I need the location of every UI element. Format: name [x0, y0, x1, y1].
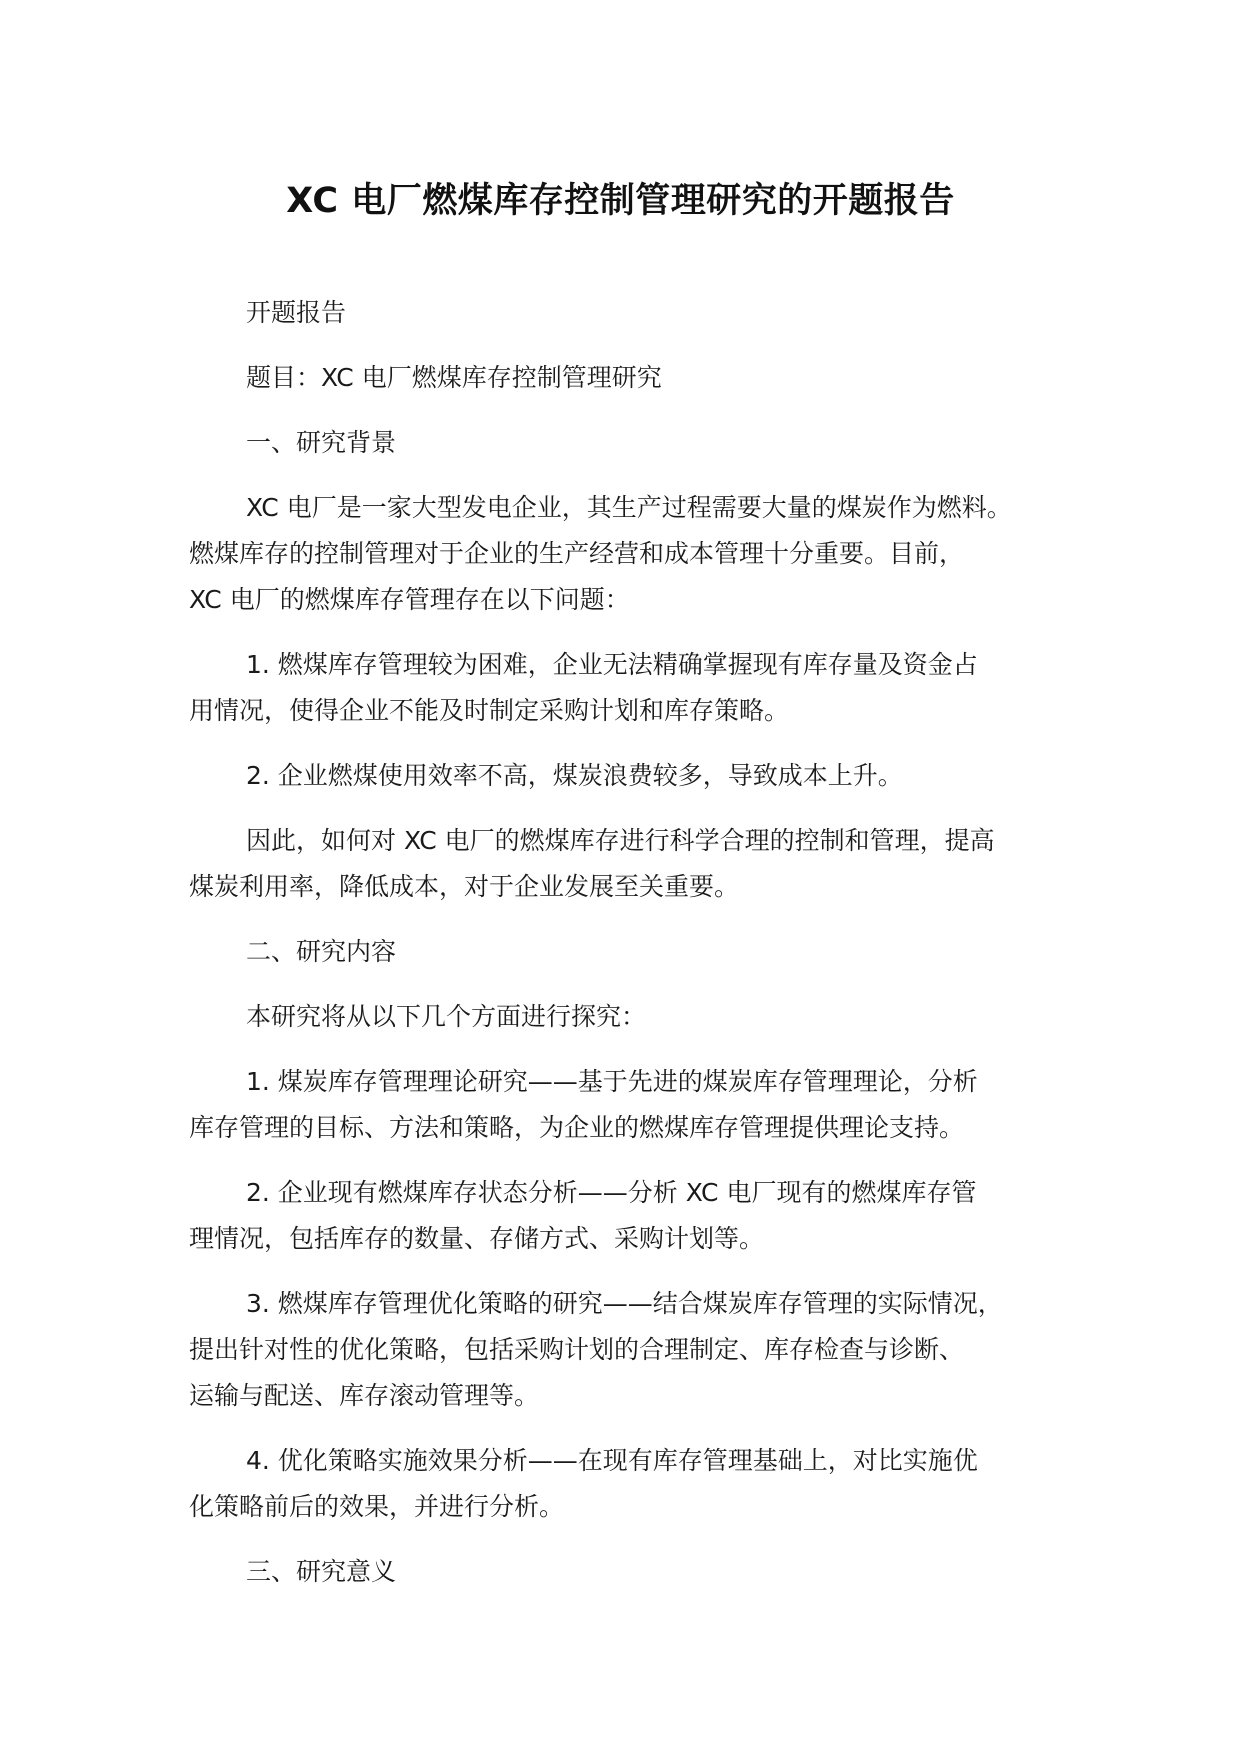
paragraph-content-item-1: 1. 煤炭库存管理理论研究——基于先进的煤炭库存管理理论，分析 库存管理的目标、方法和策略，为企业的燃煤库存管理提供理论支持。	[189, 1067, 978, 1142]
paragraph-background-conclusion: 因此，如何对 XC 电厂的燃煤库存进行科学合理的控制和管理，提高 煤炭利用率，降低成本，对于企业发展至关重要。	[189, 826, 995, 901]
document-body	[189, 290, 1089, 1614]
paragraph-report-label: 开题报告	[246, 298, 347, 327]
section-heading-background: 一、研究背景	[246, 428, 397, 457]
section-heading-significance: 三、研究意义	[246, 1557, 397, 1586]
document-title: XC 电厂燃煤库存控制管理研究的开题报告	[286, 181, 955, 221]
paragraph-content-intro: 本研究将从以下几个方面进行探究：	[246, 1002, 647, 1031]
paragraph-problem-2: 2. 企业燃煤使用效率不高，煤炭浪费较多，导致成本上升。	[246, 761, 903, 790]
paragraph-background-intro: XC 电厂是一家大型发电企业，其生产过程需要大量的煤炭作为燃料。 燃煤库存的控制管理对于企业的生产经营和成本管理十分重要。目前， XC 电厂的燃煤库存管理存在以下问题：	[189, 493, 1012, 614]
paragraph-topic: 题目：XC 电厂燃煤库存控制管理研究	[246, 363, 662, 392]
paragraph-content-item-4: 4. 优化策略实施效果分析——在现有库存管理基础上，对比实施优 化策略前后的效果，并进行分析。	[189, 1446, 978, 1521]
section-heading-content: 二、研究内容	[246, 937, 397, 966]
paragraph-problem-1: 1. 燃煤库存管理较为困难，企业无法精确掌握现有库存量及资金占 用情况，使得企业不能及时制定采购计划和库存策略。	[189, 650, 978, 725]
paragraph-content-item-2: 2. 企业现有燃煤库存状态分析——分析 XC 电厂现有的燃煤库存管 理情况，包括库存的数量、存储方式、采购计划等。	[189, 1178, 977, 1253]
paragraph-content-item-3: 3. 燃煤库存管理优化策略的研究——结合煤炭库存管理的实际情况， 提出针对性的优化策略，包括采购计划的合理制定、库存检查与诊断、 运输与配送、库存滚动管理等。	[189, 1289, 1003, 1410]
